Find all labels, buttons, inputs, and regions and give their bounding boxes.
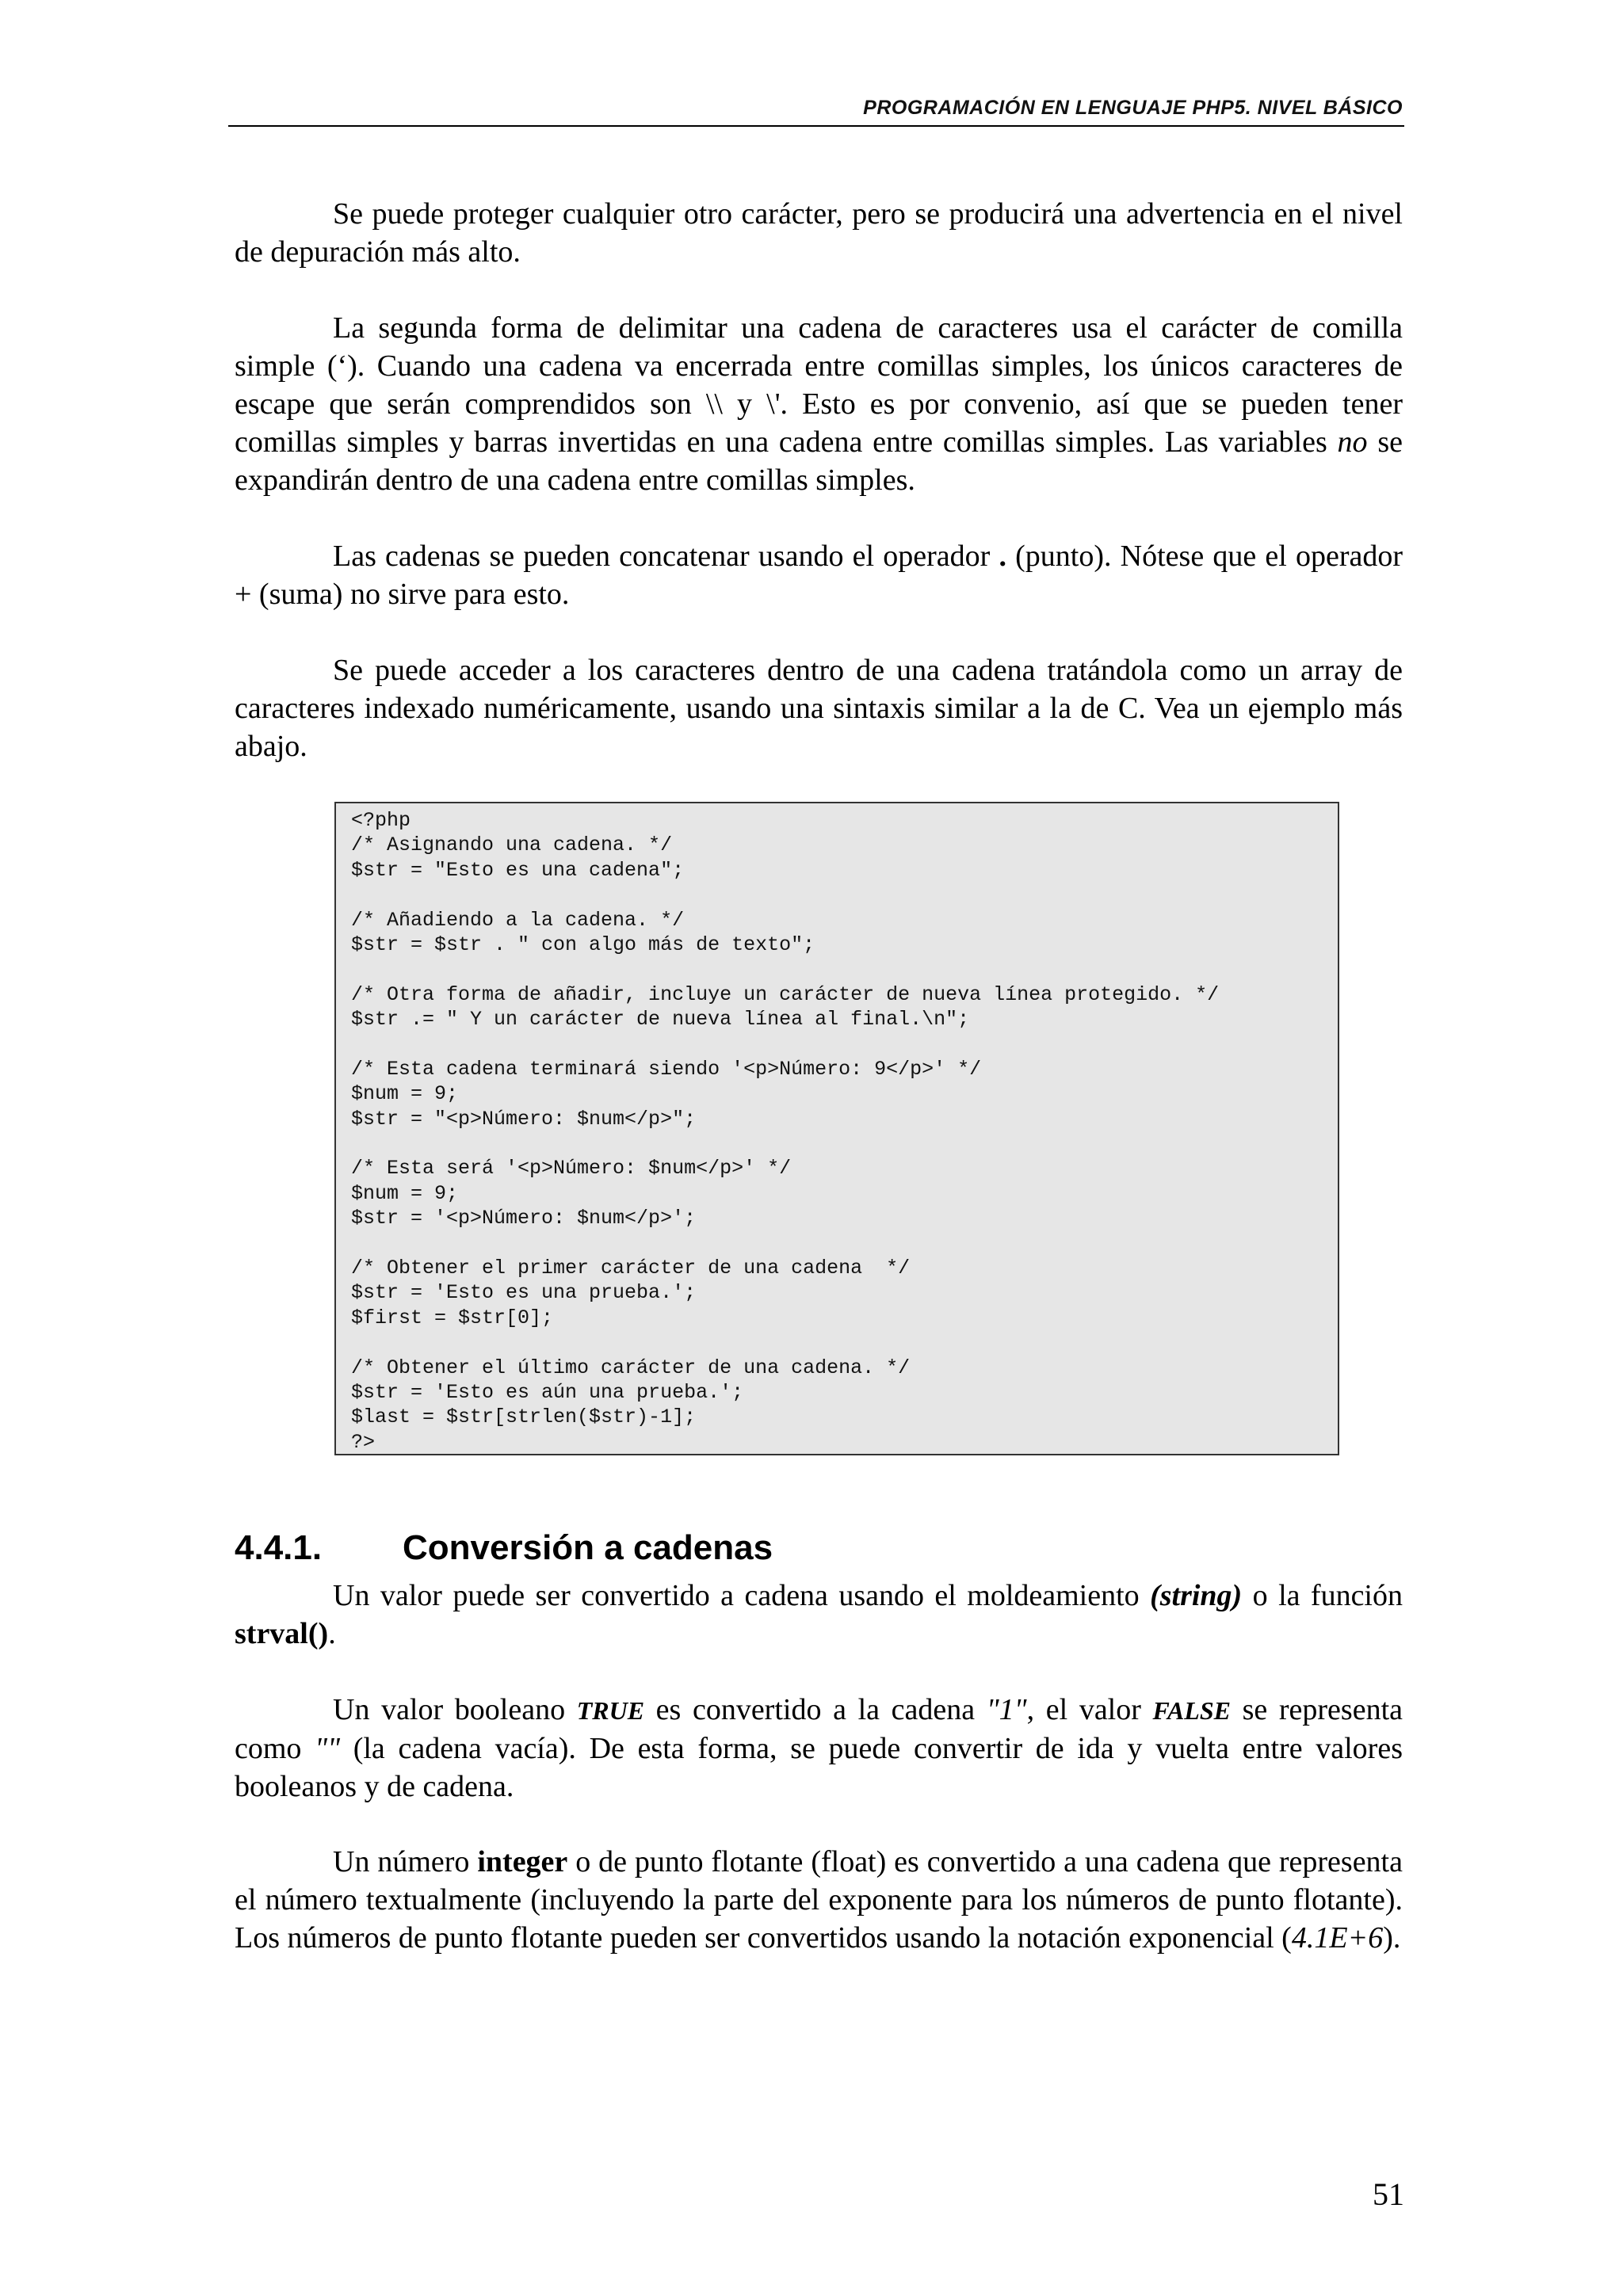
code-line [351,957,1338,982]
code-line: $str = $str . " con algo más de texto"; [351,933,815,956]
paragraph-number-conversion [235,1843,1403,1957]
section-title: Conversión a cadenas [403,1528,773,1567]
code-line: $num = 9; [351,1181,459,1205]
strval-term: strval() [235,1617,329,1650]
code-line: $num = 9; [351,1082,459,1106]
code-line: $str .= " Y un carácter de nueva línea al final.\n"; [351,1008,970,1032]
paragraph-single-quotes [235,309,1403,499]
code-line: $str = '<p>Número: $num</p>'; [351,1207,697,1230]
paragraph-text: La segunda forma de delimitar una cadena de caracteres usa el carácter de comilla simple (‘). Cuando una cadena va encerrada entre comillas simples, los únicos caracteres de escape que serán comprendidos son \\ y \'. Esto es por convenio, así que se pueden tener comillas simples y barras invertidas en una cadena entre comillas simples. Las variables [235,311,1403,459]
true-keyword: TRUE [576,1696,645,1725]
paragraph-text: . [328,1617,336,1650]
code-line: $str = 'Esto es aún una prueba.'; [351,1380,744,1404]
paragraph-text: o la función [1242,1579,1403,1612]
paragraph-array-access [235,651,1403,765]
header-rule [228,125,1404,127]
code-line: /* Otra forma de añadir, incluye un carácter de nueva línea protegido. */ [351,982,1220,1006]
code-line: ?> [351,1430,376,1454]
empty-string-literal: "" [315,1732,341,1765]
paragraph-text: o de punto flotante (float) es convertido a una cadena que representa el número textualmente (incluyendo la parte del exponente para los números de punto flotante). Los números de punto flotante pueden ser convertidos usando la notación exponencial ( [235,1845,1403,1955]
paragraph-text: se representa como [235,1693,1403,1765]
paragraph-text: Un número [333,1845,478,1878]
integer-term: integer [477,1845,568,1878]
code-line: <?php [351,809,411,832]
code-line [351,1231,1338,1256]
code-line: /* Esta será '<p>Número: $num</p>' */ [351,1157,792,1180]
code-line [351,883,1338,907]
section-number: 4.4.1. [235,1528,323,1567]
paragraph-text: se expandirán dentro de una cadena entre comillas simples. [235,425,1403,497]
paragraph-text: (la cadena vacía). De esta forma, se puede convertir de ida y vuelta entre valores booleanos y de cadena. [235,1732,1403,1803]
paragraph-text: Se puede acceder a los caracteres dentro de una cadena tratándola como un array de caracteres indexado numéricamente, usando una sintaxis similar a la de C. Vea un ejemplo más abajo. [235,654,1403,763]
code-line [351,1131,1338,1156]
code-line: $last = $str[strlen($str)-1]; [351,1405,697,1429]
paragraph-text: es convertido a la cadena [644,1693,987,1726]
emphasis-no: no [1337,425,1368,459]
code-line: $str = "Esto es una cadena"; [351,858,685,882]
paragraph-text: , el valor [1026,1693,1153,1726]
code-line: /* Asignando una cadena. */ [351,833,673,857]
code-line [351,1330,1338,1355]
paragraph-text: Las cadenas se pueden concatenar usando el operador [333,540,999,573]
dot-operator: . [999,540,1006,573]
paragraph-string-cast [235,1577,1403,1653]
code-line: /* Añadiendo a la cadena. */ [351,908,685,932]
string-cast-term: (string) [1150,1579,1243,1612]
code-example-box [334,802,1339,1455]
running-header: PROGRAMACIÓN EN LENGUAJE PHP5. NIVEL BÁSICO [863,97,1403,119]
code-line: /* Esta cadena terminará siendo '<p>Número: 9</p>' */ [351,1057,982,1081]
paragraph-text: Se puede proteger cualquier otro carácter, pero se producirá una advertencia en el nivel de depuración más alto. [235,197,1403,269]
code-line: $str = "<p>Número: $num</p>"; [351,1107,697,1131]
paragraph-text: Un valor puede ser convertido a cadena usando el moldeamiento [333,1579,1151,1612]
code-line: $str = 'Esto es una prueba.'; [351,1281,697,1305]
section-heading [235,1527,773,1569]
exponential-example: 4.1E+6 [1291,1921,1384,1955]
code-line [351,1032,1338,1057]
page-number: 51 [1373,2176,1404,2212]
string-one-literal: "1" [986,1693,1027,1726]
paragraph-text: Un valor booleano [333,1693,577,1726]
code-line: /* Obtener el primer carácter de una cadena */ [351,1257,911,1280]
code-line: /* Obtener el último carácter de una cadena. */ [351,1356,911,1379]
code-line: $first = $str[0]; [351,1306,554,1329]
paragraph-concatenation [235,537,1403,613]
false-keyword: FALSE [1152,1696,1231,1725]
paragraph-escape-warning [235,195,1403,271]
paragraph-text: (punto). Nótese que el operador + (suma) no sirve para esto. [235,540,1403,611]
paragraph-text: ). [1383,1921,1401,1955]
paragraph-boolean-conversion [235,1691,1403,1806]
